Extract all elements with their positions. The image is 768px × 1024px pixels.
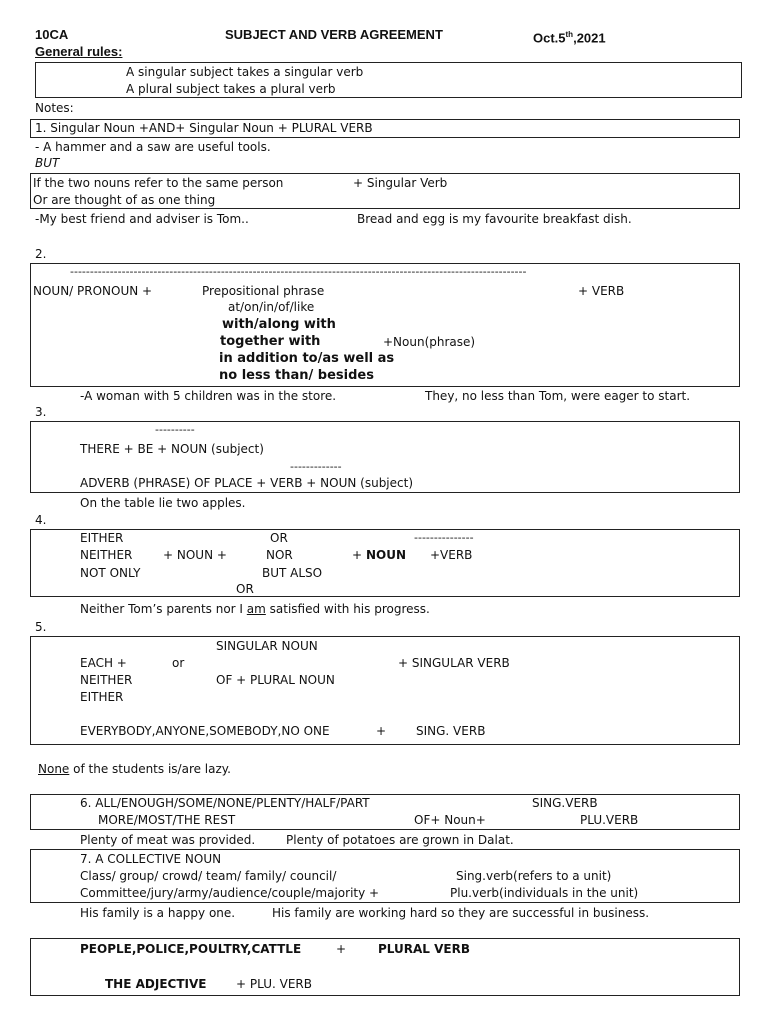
rule7-line1: 7. A COLLECTIVE NOUN	[80, 852, 222, 866]
rule2-nounphrase: +Noun(phrase)	[383, 335, 476, 349]
rule5-each: EACH +	[80, 656, 127, 670]
rule2-example-a: -A woman with 5 children was in the store.	[80, 389, 337, 403]
rule6-line1: 6. ALL/ENOUGH/SOME/NONE/PLENTY/HALF/PART	[80, 796, 370, 810]
rule5-everybody: EVERYBODY,ANYONE,SOMEBODY,NO ONE	[80, 724, 330, 738]
rule6-plu-verb: PLU.VERB	[580, 813, 639, 827]
rule2-example-b: They, no less than Tom, were eager to start.	[425, 389, 691, 403]
rule5-sing-verb: SING. VERB	[416, 724, 486, 738]
rule7-line2: Class/ group/ crowd/ team/ family/ council/	[80, 869, 337, 883]
date-sup: th	[565, 30, 574, 39]
rule2-prep-3: together with	[220, 334, 321, 349]
rule4-number: 4.	[35, 513, 47, 527]
rule1-text: 1. Singular Noun +AND+ Singular Noun + PLURAL VERB	[35, 121, 373, 135]
rule2-prep-5: no less than/ besides	[219, 368, 374, 383]
rule1-example2b: Bread and egg is my favourite breakfast dish.	[357, 212, 632, 226]
rule4-or: OR	[270, 531, 288, 545]
rule1-but: BUT	[35, 156, 60, 170]
rule4-example-am: am	[246, 602, 266, 616]
rule4-plus-noun: + NOUN +	[163, 548, 227, 562]
rule4-example-post: satisfied with his progress.	[265, 602, 430, 616]
rule4-not-only: NOT ONLY	[80, 566, 141, 580]
class-code: 10CA	[35, 27, 69, 42]
rule5-example-rest: of the students is/are lazy.	[69, 762, 231, 776]
rule1-example: - A hammer and a saw are useful tools.	[35, 140, 271, 154]
rule2-verb: + VERB	[578, 284, 625, 298]
date	[533, 28, 606, 45]
rule5-either: EITHER	[80, 690, 124, 704]
general-line-1: A singular subject takes a singular verb	[126, 65, 364, 79]
rule5-of-plural: OF + PLURAL NOUN	[216, 673, 335, 687]
rule8-plu-verb: + PLU. VERB	[236, 977, 312, 991]
rule1-example2a: -My best friend and adviser is Tom..	[35, 212, 249, 226]
rule5-number: 5.	[35, 620, 47, 634]
rule4-noun: NOUN	[366, 548, 407, 562]
rule8-adjective: THE ADJECTIVE	[105, 977, 207, 991]
rule1-box2-line1b: + Singular Verb	[353, 176, 448, 190]
rule5-singular-verb: + SINGULAR VERB	[398, 656, 510, 670]
rule2-number: 2.	[35, 247, 47, 261]
rule4-dashes: ---------------	[414, 531, 474, 544]
rule2-box	[30, 263, 740, 387]
rule4-but-also: BUT ALSO	[262, 566, 323, 580]
rule8-plus: +	[336, 942, 347, 956]
rule6-line2: MORE/MOST/THE REST	[98, 813, 236, 827]
rule5-or: or	[172, 656, 185, 670]
rule4-or2: OR	[236, 582, 254, 596]
rule4-example	[80, 602, 430, 616]
rule4-example-pre: Neither Tom’s parents nor I	[80, 602, 247, 616]
date-year: ,2021	[573, 30, 606, 46]
rule6-of-noun: OF+ Noun+	[414, 813, 486, 827]
rule2-dashes: -------------------------------------------------------------------------------------------------------------------	[70, 265, 527, 278]
rule5-example-none: None	[38, 762, 70, 776]
date-day: Oct.5	[533, 30, 566, 46]
rule8-people: PEOPLE,POLICE,POULTRY,CATTLE	[80, 942, 302, 956]
rule3-dash1: ----------	[155, 423, 195, 436]
rule7-line3: Committee/jury/army/audience/couple/majority +	[80, 886, 380, 900]
rule8-plural-verb: PLURAL VERB	[378, 942, 470, 956]
rule4-box	[30, 529, 740, 597]
rule1-box2-line2: Or are thought of as one thing	[33, 193, 216, 207]
rule6-sing-verb: SING.VERB	[532, 796, 598, 810]
rule4-neither: NEITHER	[80, 548, 133, 562]
rule4-verb: +VERB	[430, 548, 473, 562]
rule3-dash2: -------------	[290, 460, 342, 473]
rule5-example	[38, 762, 231, 776]
rule5-neither: NEITHER	[80, 673, 133, 687]
notes-label: Notes:	[35, 101, 74, 115]
rule2-prep-4: in addition to/as well as	[219, 351, 395, 366]
rule4-either: EITHER	[80, 531, 124, 545]
rule7-example-1: His family is a happy one.	[80, 906, 236, 920]
page-title: SUBJECT AND VERB AGREEMENT	[225, 27, 443, 42]
general-rules-heading: General rules:	[35, 44, 123, 59]
rule2-prep: Prepositional phrase	[202, 284, 325, 298]
rule6-example-1: Plenty of meat was provided.	[80, 833, 256, 847]
rule3-line2: ADVERB (PHRASE) OF PLACE + VERB + NOUN (subject)	[80, 476, 414, 490]
rule7-sing-verb: Sing.verb(refers to a unit)	[456, 869, 612, 883]
rule6-example-2: Plenty of potatoes are grown in Dalat.	[286, 833, 514, 847]
rule4-nor: NOR	[266, 548, 293, 562]
rule5-plus: +	[376, 724, 387, 738]
rule7-example-2: His family are working hard so they are successful in business.	[272, 906, 650, 920]
rule7-plu-verb: Plu.verb(individuals in the unit)	[450, 886, 639, 900]
rule2-noun: NOUN/ PRONOUN +	[33, 284, 153, 298]
rule3-line1: THERE + BE + NOUN (subject)	[80, 442, 264, 456]
rule2-prep-1: at/on/in/of/like	[228, 300, 315, 314]
rule5-singular-noun: SINGULAR NOUN	[216, 639, 318, 653]
rule3-number: 3.	[35, 405, 47, 419]
rule1-box2-line1a: If the two nouns refer to the same person	[33, 176, 284, 190]
general-line-2: A plural subject takes a plural verb	[126, 82, 336, 96]
rule2-prep-2: with/along with	[222, 317, 336, 332]
rule3-example: On the table lie two apples.	[80, 496, 246, 510]
rule4-plus: +	[352, 548, 363, 562]
